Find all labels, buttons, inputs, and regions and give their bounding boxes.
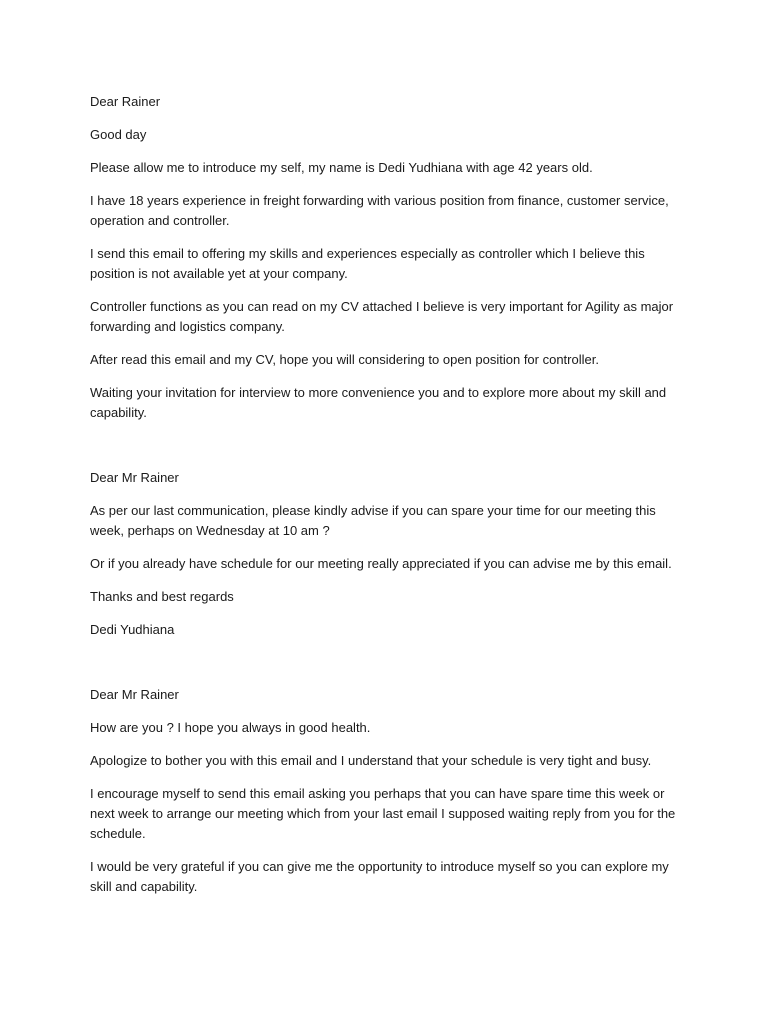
paragraph: I would be very grateful if you can give me the opportunity to introduce myself so you can explore my skill and capability.	[90, 859, 669, 894]
paragraph: I send this email to offering my skills and experiences especially as controller which I believe this position is not available yet at your company.	[90, 246, 645, 281]
paragraph: I have 18 years experience in freight forwarding with various position from finance, customer service, operation and controller.	[90, 193, 669, 228]
paragraph: Controller functions as you can read on my CV attached I believe is very important for Agility as major forwarding and logistics company.	[90, 299, 674, 334]
paragraph: After read this email and my CV, hope you will considering to open position for controller.	[90, 352, 599, 367]
salutation: Dear Rainer	[90, 94, 161, 109]
paragraph: Or if you already have schedule for our meeting really appreciated if you can advise me by this email.	[90, 556, 672, 571]
letter-2	[90, 468, 690, 640]
letter-separator	[90, 436, 690, 468]
paragraph: How are you ? I hope you always in good health.	[90, 720, 371, 735]
salutation: Dear Mr Rainer	[90, 470, 179, 485]
letter-3	[90, 685, 690, 897]
letter-1	[90, 92, 690, 423]
paragraph: As per our last communication, please kindly advise if you can spare your time for our meeting this week, perhaps on Wednesday at 10 am ?	[90, 503, 656, 538]
paragraph: Apologize to bother you with this email and I understand that your schedule is very tight and busy.	[90, 753, 652, 768]
signature-name: Dedi Yudhiana	[90, 622, 175, 637]
letter-separator	[90, 653, 690, 685]
paragraph: I encourage myself to send this email asking you perhaps that you can have spare time this week or next week to arrange our meeting which from your last email I supposed waiting reply from you for the schedule.	[90, 786, 676, 841]
document-body	[90, 92, 690, 910]
greeting: Good day	[90, 127, 147, 142]
paragraph: Please allow me to introduce my self, my name is Dedi Yudhiana with age 42 years old.	[90, 160, 593, 175]
closing: Thanks and best regards	[90, 589, 234, 604]
paragraph: Waiting your invitation for interview to more convenience you and to explore more about my skill and capability.	[90, 385, 667, 420]
salutation: Dear Mr Rainer	[90, 687, 179, 702]
